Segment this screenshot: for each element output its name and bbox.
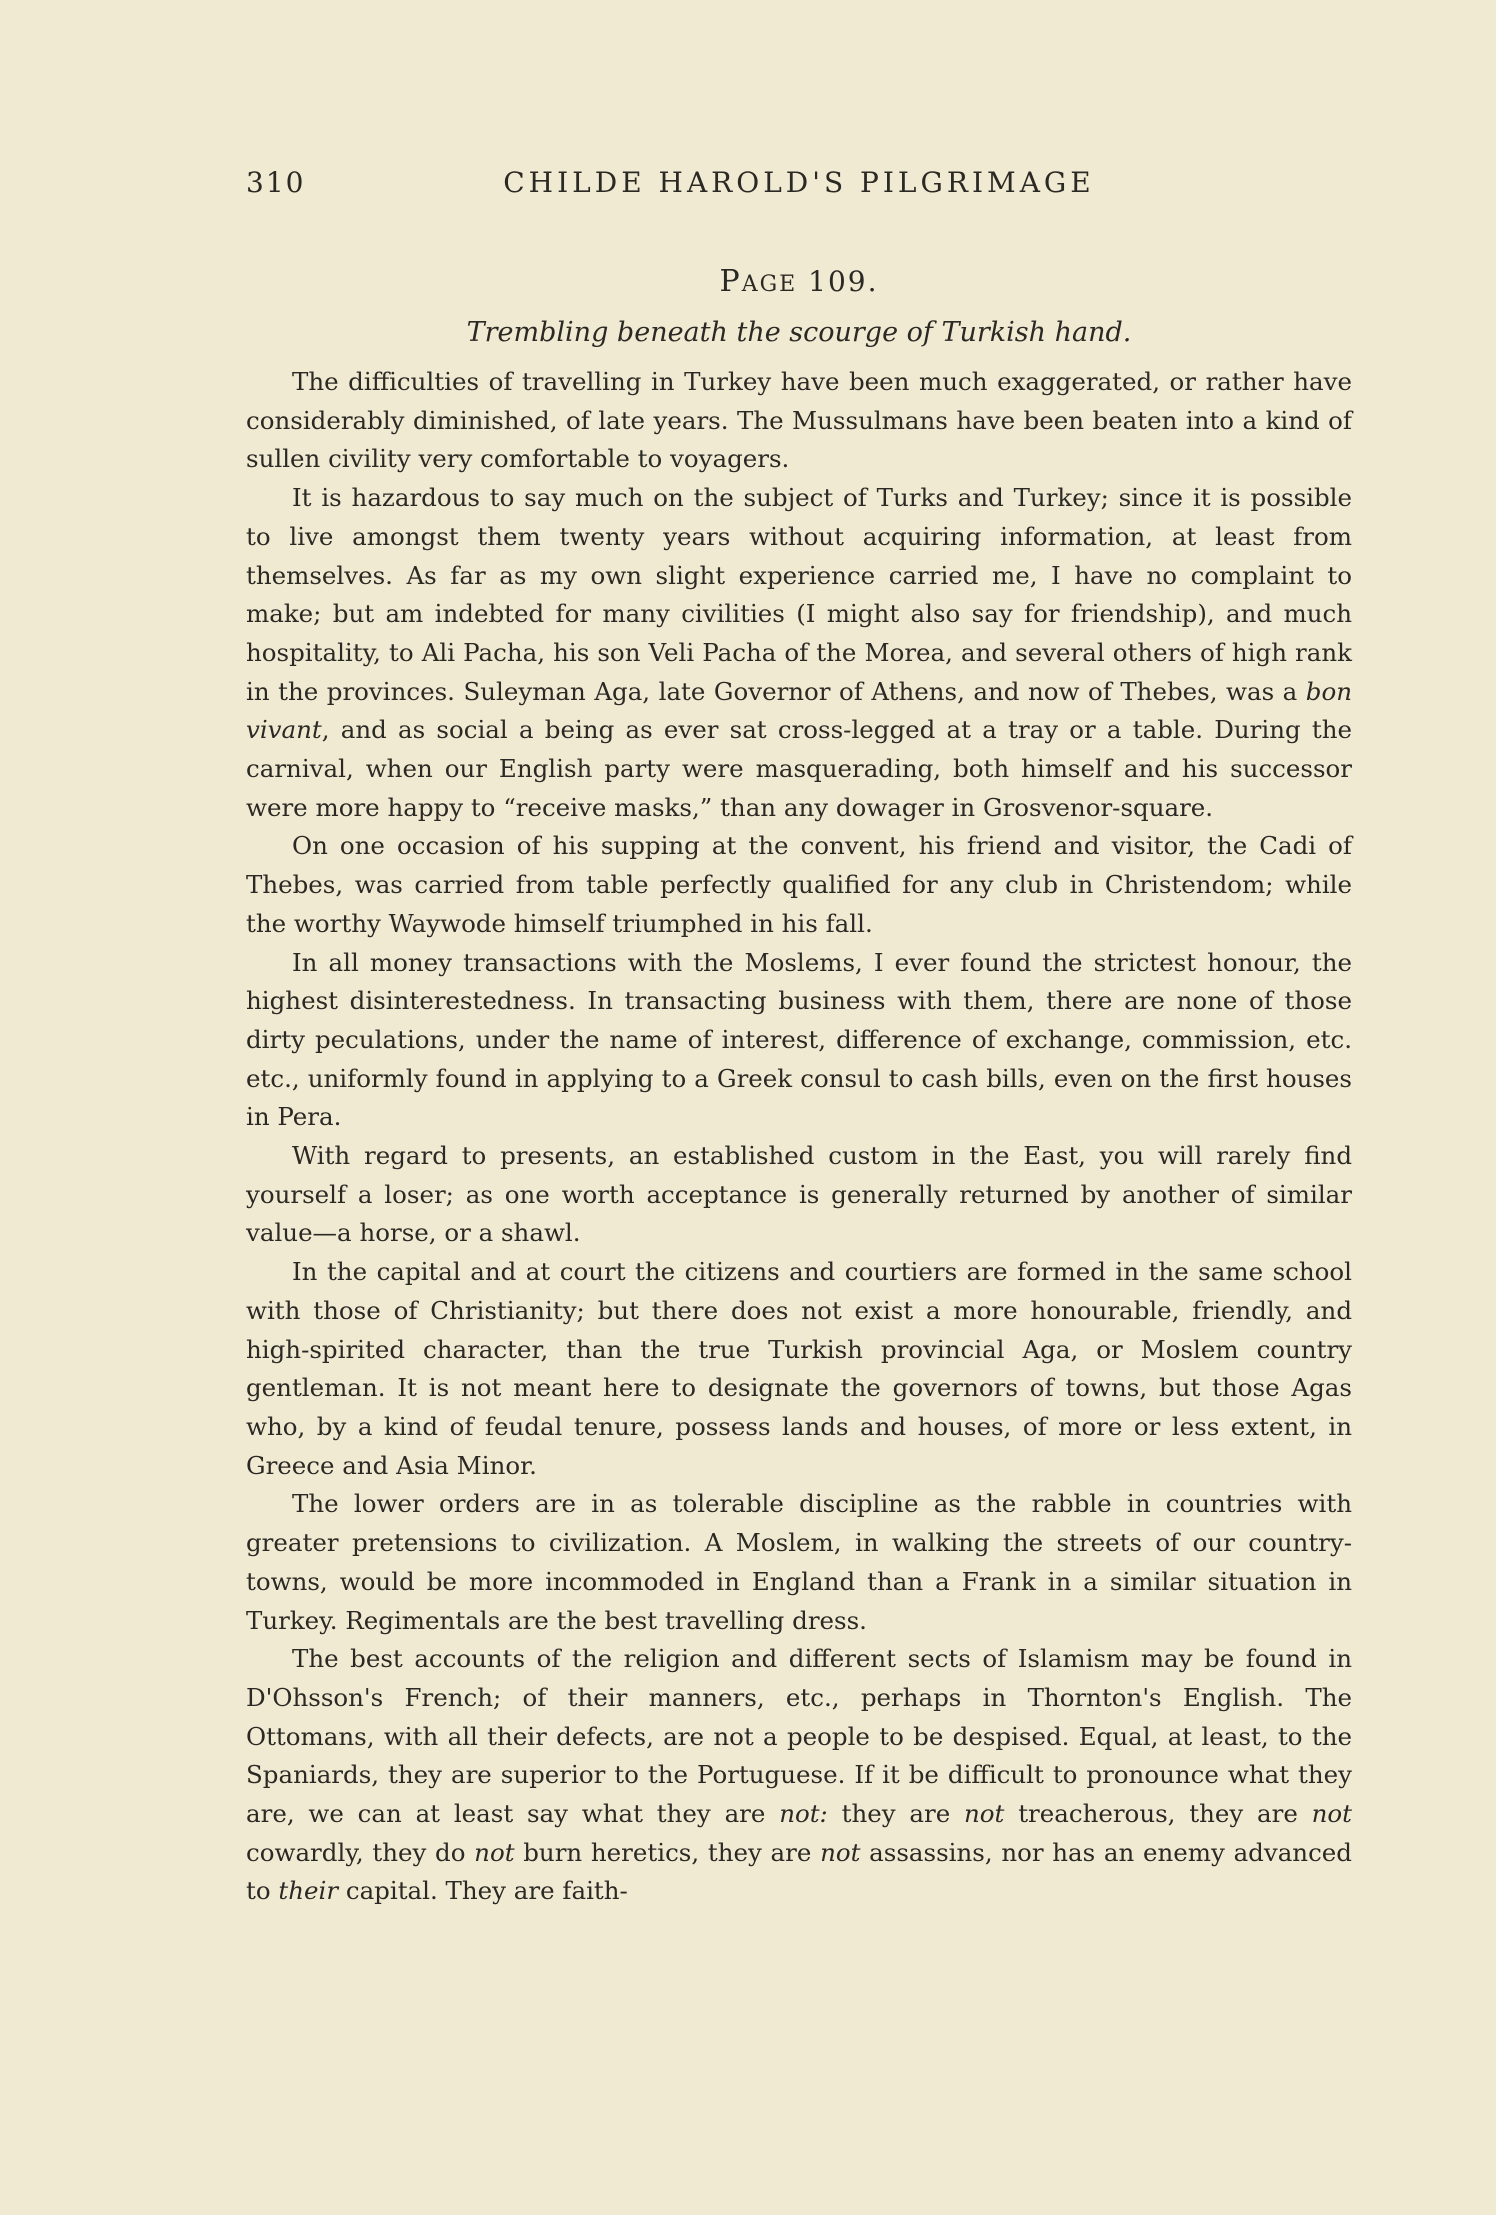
italic-phrase: bon vivant: [246, 676, 1352, 745]
paragraph-3: On one occasion of his supping at the convent, his friend and visitor, the Cadi of Thebes, was carried from table perfectly qualified for any club in Christendom; while the worthy Waywode himself triumphed in his fall.: [246, 831, 1352, 938]
paragraph-6: In the capital and at court the citizens and courtiers are formed in the same school with those of Christianity; but there does not exist a more honourable, friendly, and high-spirited character, than the true Turkish provincial Aga, or Moslem country gentleman. It is not meant here to designate the governors of towns, but those Agas who, by a kind of feudal tenure, possess lands and houses, of more or less extent, in Greece and Asia Minor.: [246, 1257, 1352, 1480]
note-reference: [246, 264, 1352, 299]
paragraph-2: It is hazardous to say much on the subject of Turks and Turkey; since it is possible to live amongst them twenty years without acquiring information, at least from themselves. As far as my own slight experience carried me, I have no complaint to make; but am indebted for many civilities (I might also say for friendship), and much hospitality, to Ali Pacha, his son Veli Pacha of the Morea, and several others of high rank in the provinces. Suleyman Aga, late Governor of Athens, and now of Thebes, was a bon vivant, and as social a being as ever sat cross-legged at a tray or a table. During the carnival, when our English party were masquerading, both himself and his successor were more happy to “receive masks,” than any dowager in Grosvenor-square.: [246, 483, 1352, 822]
paragraph-5: With regard to presents, an established custom in the East, you will rarely find yourself a loser; as one worth acceptance is generally returned by another of similar value—a horse, or a shawl.: [246, 1141, 1352, 1248]
paragraph-4: In all money transactions with the Moslems, I ever found the strictest honour, the highest disinterestedness. In transacting business with them, there are none of those dirty peculations, under the name of interest, difference of exchange, commission, etc. etc., uniformly found in applying to a Greek consul to cash bills, even on the first houses in Pera.: [246, 947, 1352, 1132]
paragraph-1: The difficulties of travelling in Turkey have been much exaggerated, or rather have considerably diminished, of late years. The Mussulmans have been beaten into a kind of sullen civility very comfortable to voyagers.: [246, 367, 1352, 474]
note-quotation: Trembling beneath the scourge of Turkish hand.: [466, 317, 1132, 348]
italic-word: not:: [779, 1799, 828, 1829]
reference-initial: P: [719, 264, 742, 299]
italic-word: not: [474, 1837, 515, 1867]
italic-word: their: [278, 1876, 339, 1906]
reference-number: 109.: [808, 265, 879, 298]
running-title: CHILDE HAROLD'S PILGRIMAGE: [503, 166, 1095, 199]
italic-word: not: [1311, 1799, 1353, 1829]
running-head: [246, 166, 1352, 210]
note-body: [246, 363, 1352, 1911]
italic-word: not: [820, 1837, 861, 1867]
italic-word: not: [964, 1799, 1005, 1829]
paragraph-7: The lower orders are in as tolerable discipline as the rabble in countries with greater pretensions to civilization. A Moslem, in walking the streets of our country-towns, would be more incommoded in England than a Frank in a similar situation in Turkey. Regimentals are the best travelling dress.: [246, 1489, 1352, 1635]
paragraph-8: The best accounts of the religion and different sects of Islamism may be found in D'Ohsson's French; of their manners, etc., perhaps in Thornton's English. The Ottomans, with all their defects, are not a people to be despised. Equal, at least, to the Spaniards, they are superior to the Portuguese. If it be difficult to pronounce what they are, we can at least say what they are not: they are not treacherous, they are not cowardly, they do not burn heretics, they are not assassins, nor has an enemy advanced to their capital. They are faith-: [246, 1644, 1353, 1906]
reference-word: AGE: [741, 272, 798, 297]
page-number: 310: [246, 166, 306, 199]
